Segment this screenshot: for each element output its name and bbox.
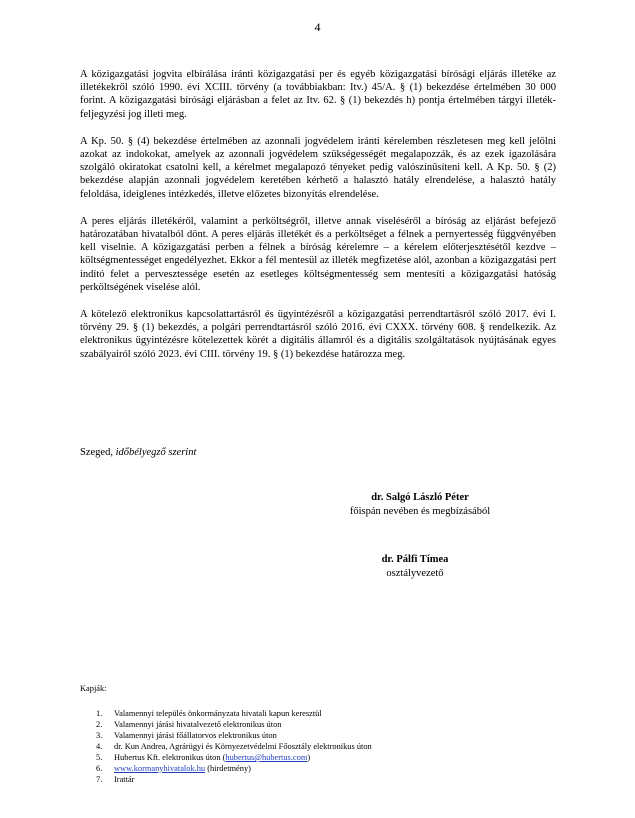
list-item [80,741,550,752]
item-text [114,752,310,763]
date-text: időbélyegző szerint [115,447,197,458]
item-text-post: (hirdetmény) [205,764,251,773]
item-number: 6. [96,764,103,773]
item-number: 2. [96,720,103,729]
signatory-name: dr. Pálfi Tímea [381,554,449,565]
list-item [80,752,550,763]
place-date-line [80,447,196,458]
email-link[interactable]: hubertus@hubertus.com [225,753,308,762]
paragraph-illetek: A közigazgatási jogvita elbírálása iránti közigazgatási per és egyéb közigazgatási bírósági eljárás illetéke az illetékekről szóló 1990. évi XCIII. törvény (a továbbiakban: Itv.) 45/A. § (1) bekezdése értelmében 30 000 forint. A közigazgatási bírósági eljárásban a felet az Itv. 62. § (1) bekezdés h) pontja értelmében tárgyi illeték-feljegyzési jog illeti meg. [80,69,556,120]
list-item [80,708,550,719]
document-body [80,68,556,375]
item-number: 7. [96,775,103,784]
paragraph-azonnali-jogvedelem: A Kp. 50. § (4) bekezdése értelmében az azonnali jogvédelem iránti kérelemben részletesen meg kell jelölni azokat az indokokat, amelyek az azonnali jogvédelem szükségességét megalapozzák, és az ezek igazolására szolgáló okiratokat csatolni kell, a kérelmet megalapozó tényeket pedig valószínűsíteni kell. A Kp. 50. § (2) bekezdése alapján azonnali jogvédelem keretében kérhető a halasztó hatály elrendelése, a halasztó hatály feloldása, ideiglenes intézkedés, illetve előzetes bizonyítás elrendelése. [80,135,556,200]
item-number: 4. [96,742,103,751]
item-text: Valamennyi járási főállatorvos elektronikus úton [114,731,277,740]
recipients-section [80,683,550,785]
recipients-list [80,708,550,785]
item-text [114,763,251,774]
item-text: Valamennyi település önkormányzata hivatali kapun keresztül [114,709,322,718]
item-number: 5. [96,753,103,762]
item-number: 3. [96,731,103,740]
signature-block-2 [335,553,495,581]
list-item [80,730,550,741]
list-item [80,774,550,785]
page-number: 4 [314,20,321,34]
item-text-post: ) [307,753,311,762]
signatory-name: dr. Salgó László Péter [371,492,469,503]
item-text-pre: Hubertus Kft. elektronikus úton ( [114,753,226,762]
item-text: dr. Kun Andrea, Agrárügyi és Környezetvédelmi Főosztály elektronikus úton [114,742,372,751]
place: Szeged, [80,447,113,458]
list-item [80,719,550,730]
signature-block-1 [320,491,520,519]
recipients-title: Kapják: [80,684,107,693]
signatory-title: osztályvezető [386,568,444,579]
item-number: 1. [96,709,103,718]
list-item [80,763,550,774]
paragraph-elektronikus-kapcsolattartas: A kötelező elektronikus kapcsolattartásról és ügyintézésről a közigazgatási perrendtartásról szóló 2017. évi I. törvény 29. § (1) bekezdés, a polgári perrendtartásról szóló 2016. évi CXXX. törvény 608. § rendelkezik. Az elektronikus ügyintézésre kötelezettek körét a digitális államról és a digitális szolgáltatások nyújtásának egyes szabályairól szóló 2023. évi CIII. törvény 19. § (1) bekezdése határozza meg. [80,309,556,360]
paragraph-perkoltseg: A peres eljárás illetékéről, valamint a perköltségről, illetve annak viseléséről a bíróság az eljárást befejező határozatában hivatalból dönt. A peres eljárás illetékét és a perköltséget a félnek a pernyertesség függvényében kell viselnie. A közigazgatási perben a félnek a bíróság kérelemre – a kérelem előterjesztésétől kezdve – költségmentességet engedélyezhet. Ekkor a fél mentesül az illeték megfizetése alól, azonban a közigazgatási pert indító felet a pervesztessége esetén az esetleges költségmentesség sem mentesíti a közigazgatási hatóság perköltségének viselése alól. [80,215,556,293]
website-link[interactable]: www.kormanyhivatalok.hu [114,764,206,773]
item-text: Valamennyi járási hivatalvezető elektronikus úton [114,720,282,729]
signatory-title: főispán nevében és megbízásából [349,506,491,517]
item-text: Irattár [114,775,135,784]
